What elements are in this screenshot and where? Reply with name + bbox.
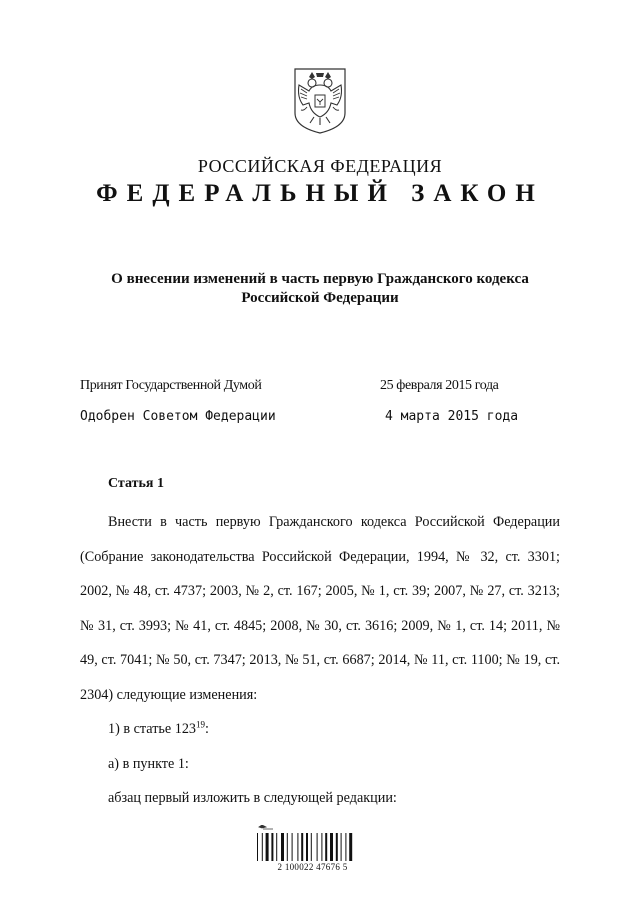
law-type-heading: ФЕДЕРАЛЬНЫЙ ЗАКОН: [96, 180, 544, 207]
adopted-date: 25 февраля 2015 года: [380, 378, 499, 393]
barcode-number: 2 100022 47676 5: [277, 862, 348, 872]
adopted-by-duma-label: Принят Государственной Думой: [80, 378, 262, 393]
item-1-suffix: :: [205, 721, 209, 737]
approved-date: 4 марта 2015 года: [385, 409, 519, 424]
law-body: [80, 505, 560, 816]
subitem-a: а) в пункте 1:: [108, 755, 189, 772]
paragraph-instruction: абзац первый изложить в следующей редакции:: [108, 790, 397, 806]
country-name: РОССИЙСКАЯ ФЕДЕРАЦИЯ: [197, 156, 443, 176]
item-1-superscript: 19: [196, 719, 206, 730]
article-heading: Статья 1: [108, 476, 164, 491]
double-headed-eagle-icon: [287, 63, 353, 135]
item-1-text: 1) в статье 123: [108, 721, 197, 737]
approved-by-council-label: Одобрен Советом Федерации: [80, 409, 276, 424]
barcode-bars-icon: [255, 825, 367, 861]
law-title: О внесении изменений в часть первую Гражданского кодекса Российской Федерации: [111, 271, 529, 306]
intro-paragraph: Внести в часть первую Гражданского кодекса Российской Федерации (Собрание законодательства Российской Федерации, 1994, № 32, ст. 3301; 2002, № 48, ст. 4737; 2003, № 2, ст. 167; 2005, № 1, ст. 39; 2007, № 27, ст. 3213; № 31, ст. 3993; № 41, ст. 4845; 2008, № 30, ст. 3616; 2009, № 1, ст. 14; 2011, № 49, ст. 7041; № 50, ст. 7347; 2013, № 51, ст. 6687; 2014, № 11, ст. 1100; № 19, ст. 2304) следующие изменения:: [80, 514, 560, 703]
coat-of-arms-emblem: [287, 63, 353, 135]
item-1: [80, 712, 560, 747]
